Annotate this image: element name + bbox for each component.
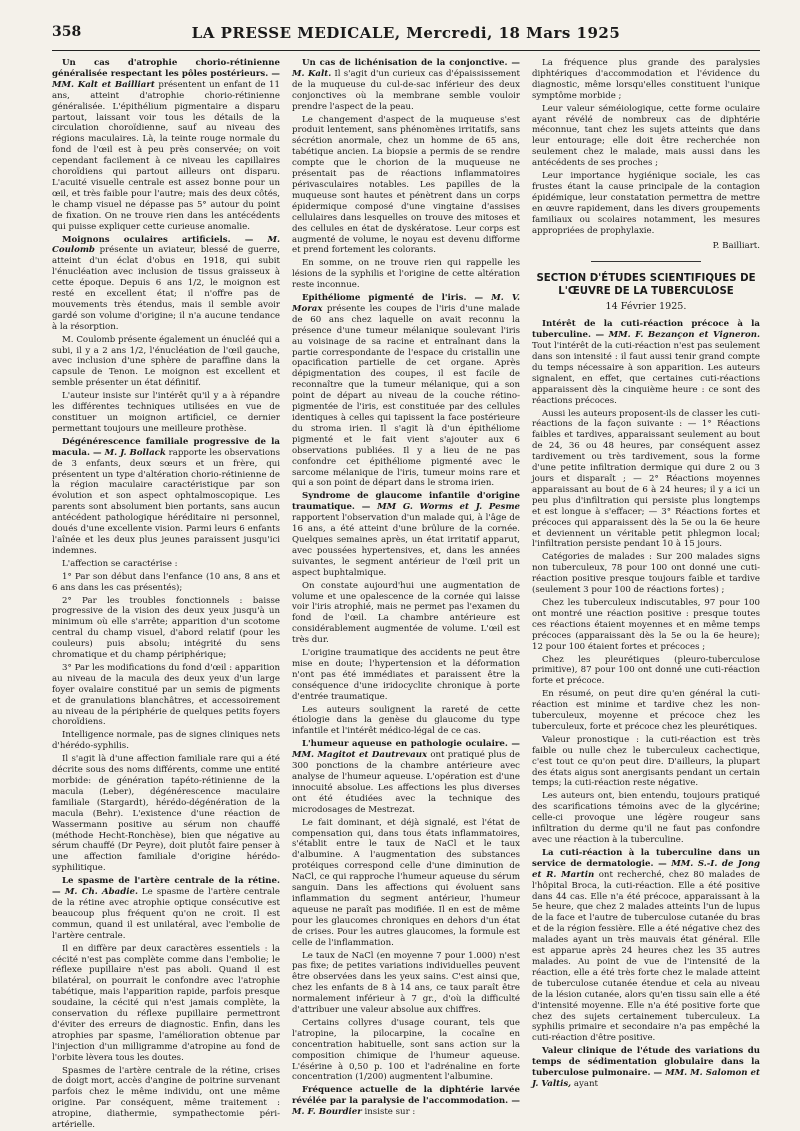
paragraph bbox=[52, 730, 280, 752]
paragraph-authors: M. Kalt. bbox=[292, 68, 332, 79]
paragraph-authors: MM. F. Bezançon et Vigneron. bbox=[608, 330, 760, 341]
paragraph-text: Le taux de NaCl (en moyenne 7 pour 1.000) n'est pas fixe; de petites variations individuelles peuvent être observées dans les yeux sains. C'est ainsi que, chez les enfants de 8 à 14 ans, ce taux paraît être normalement inférieur à 7 gr., d'où la difficulté d'attribuer une valeur absolue aux chiffres. bbox=[292, 950, 520, 1016]
paragraph-heading: La cuti-réaction à la tuberculine dans un service de dermatologie. — bbox=[532, 847, 760, 869]
paragraph-text: Valeur pronostique : la cuti-réaction est très faible ou nulle chez le tuberculeux cachectique, c'est tout ce qu'on peut dire. D'ailleurs, la plupart des états aigus sont anergisants pendant un certain temps; la cuti-réaction reste négative. bbox=[532, 734, 760, 789]
paragraph-text: insiste sur : bbox=[361, 1107, 416, 1118]
text-columns bbox=[52, 58, 760, 1131]
paragraph-text: Le spasme de l'artère centrale de la rétine avec atrophie optique consécutive est beaucoup plus fréquent qu'on ne croit. Il est commun, quand il est unilatéral, avec l'embolie de l'artère centrale. bbox=[52, 887, 281, 941]
column-1 bbox=[52, 58, 281, 1131]
section-separator bbox=[591, 261, 701, 262]
paragraph-text: présente les coupes de l'iris d'une malade de 60 ans chez laquelle on avait reconnu la présence d'une tumeur mélanique soulevant l'iris au voisinage de sa racine et entraînant dans la partie correspondante de l'espace du cristallin une opacification partielle de cet organe. Après dépigmentation des coupes, il est facile de reconnaître que la tumeur mélanique, qui a son point de départ au niveau de la couche rétino-pigmentée de l'iris, est constituée par des cellules identiques à celles qui tapissent la face postérieure du stroma irien. Il s'agit là d'un épithéliome pigmenté et le fait vient s'ajouter aux 6 observations publiées. Il y a lieu de ne pas confondre cet épithéliome pigmenté avec le sarcome mélanique de l'iris, tumeur moins rare et qui a son point de départ dans le stroma irien. bbox=[292, 303, 520, 489]
paragraph-text: ont recherché, chez 80 malades de l'hôpital Broca, la cuti-réaction. Elle a été positive dans 44 cas. Elle n'a été précoce, apparaissant à la 5e heure, que chez 2 malades atteints l'un de lupus de la face et l'autre de tuberculose cutanée du bras et de la région fessière. Elle a été négative chez des malades ayant un très mauvais état général. Elle est apparue après 24 heures chez les 35 autres malades. Au point de vue de l'intensité de la réaction, elle a été très forte chez le malade atteint de tuberculose cutanée étendue et cela au niveau de la lésion cutanée, alors qu'en tissu sain elle a été d'intensité moyenne. Elle n'a été positive forte que chez des sujets certainement tuberculeux. La syphilis primaire et secondaire n'a pas empêché la cuti-réaction d'être positive. bbox=[532, 869, 760, 1044]
paragraph bbox=[292, 293, 520, 489]
paragraph-text: Catégories de malades : Sur 200 malades signs non tuberculeux, 78 pour 100 ont donné une cuti-réaction positive presque toujours faible et tardive (seulement 3 pour 100 de réactions fortes) ; bbox=[532, 552, 760, 596]
paragraph-text: Chez les pleurétiques (pleuro-tuberculose primitive), 87 pour 100 ont donné une cuti-réaction forte et précoce. bbox=[532, 654, 760, 687]
paragraph-text: présente un aviateur, blessé de guerre, atteint d'un éclat d'obus en 1918, qui subit l'énucléation avec inclusion de tissus graisseux à cette époque. Depuis 6 ans 1/2, le moignon est resté en excellent état; il n'offre pas de mouvements très étendus, mais il semble avoir gardé son volume d'origine; il n'a aucune tendance à la résorption. bbox=[52, 245, 280, 332]
paragraph-text: La fréquence plus grande des paralysies diphtériques d'accommodation et l'évidence du diagnostic, même lorsqu'elles constituent l'unique symptôme morbide ; bbox=[532, 58, 760, 101]
signature: P. Bailliart. bbox=[712, 240, 760, 251]
paragraph-text: 1° Par son début dans l'enfance (10 ans, 8 ans et 6 ans dans les cas présentés); bbox=[52, 571, 280, 593]
paragraph-heading: L'humeur aqueuse en pathologie oculaire. — bbox=[302, 739, 520, 750]
paragraph bbox=[532, 552, 760, 596]
paragraph bbox=[532, 319, 760, 406]
paragraph-text: Leur importance hygiénique sociale, les cas frustes étant la cause principale de la contagion épidémique, leur constatation permettra de mettre en œuvre rapidement, dans les divers groupements familiaux ou scolaires notamment, les mesures appropriées de prophylaxie. bbox=[532, 171, 760, 236]
paragraph-text: rapporte les observations de 3 enfants, deux sœurs et un frère, qui présentent un type d'altération chorio-rétinienne de la région maculaire caractéristique par son évolution et son aspect ophtalmoscopique. Les parents sont absolument bien portants, sans aucun antécédent pathologique héréditaire ni personnel, doués d'une excellente vision. Parmi leurs 6 enfants l'aînée et les deux plus jeunes paraissent jusqu'ici indemnes. bbox=[52, 447, 280, 556]
paragraph-text: Tout l'intérêt de la cuti-réaction n'est pas seulement dans son intensité : il faut aussi tenir grand compte du temps nécessaire à son apparition. Les auteurs signalent, en effet, que certaines cuti-réactions apparaissent dès la cinquième heure : ce sont des réactions précoces. bbox=[532, 341, 760, 406]
paragraph bbox=[292, 818, 520, 949]
paragraph bbox=[292, 648, 520, 703]
paragraph bbox=[532, 598, 760, 653]
paragraph-heading: Epithéliome pigmenté de l'iris. — bbox=[302, 293, 492, 304]
paragraph-heading: Intérêt de la cuti-réaction précoce à la tuberculine. — bbox=[532, 319, 760, 341]
paragraph-text: Leur valeur séméiologique, cette forme oculaire ayant révélé de nombreux cas de diphtérie méconnue, tant chez les sujets atteints que dans leur entourage; elle doit être recherchée non seulement chez le malade, mais aussi dans les antécédents de ses proches ; bbox=[532, 103, 760, 169]
paragraph-text: Certains collyres d'usage courant, tels que l'atropine, la pilocarpine, la cocaïne en concentration habituelle, sont sans action sur la composition chimique de l'humeur aqueuse. L'ésérine à 0,50 p. 100 et l'adrénaline en forte concentration (1/200) augmentent l'albumine. bbox=[292, 1017, 520, 1083]
paragraph bbox=[532, 848, 760, 1044]
paragraph-text: 3° Par les modifications du fond d'œil : apparition au niveau de la macula des deux yeux d'un large foyer ovalaire constitué par un semis de pigments et de granulations blanchâtres, et accessoirement au niveau de la périphérie de quelques petits foyers choroïdiens. bbox=[52, 662, 280, 728]
paragraph bbox=[532, 58, 760, 102]
paragraph-text: présentent un enfant de 11 ans, atteint d'atrophie chorio-rétinienne généralisée. L'épithélium pigmentaire a disparu partout, laissant voir tous les détails de la circulation choroïdienne, sauf au niveau des régions maculaires. Là, la teinte rouge normale du fond de l'œil est à peu près conservée; on voit cependant facilement à ce niveau les capillaires choroïdiens qui partout ailleurs ont disparu. L'acuité visuelle centrale est assez bonne pour un œil, et très faible pour l'autre; mais des deux côtés, le champ visuel ne dépasse pas 5° autour du point de fixation. On ne trouve rien dans les antécédents qui puisse expliquer cette curieuse anomalie. bbox=[52, 79, 280, 232]
paragraph-text: rapportent l'observation d'un malade qui, à l'âge de 16 ans, a été atteint d'une brûlure de la cornée. Quelques semaines après, un état irritatif apparut, avec poussées hypertensives, et, dans les années suivantes, le segment antérieur de l'œil prit un aspect buphtalmique. bbox=[292, 513, 520, 578]
paragraph bbox=[292, 951, 520, 1016]
paragraph-heading: Un cas de lichénisation de la conjonctive. — bbox=[302, 58, 520, 68]
paragraph-text: Intelligence normale, pas de signes cliniques nets d'hérédo-syphilis. bbox=[52, 730, 280, 752]
paragraph-heading: Dégénérescence familiale progressive de la macula. — bbox=[52, 436, 280, 458]
paragraph-authors: M. J. Bollack bbox=[104, 447, 166, 458]
column-2 bbox=[292, 58, 521, 1118]
paragraph-text: On constate aujourd'hui une augmentation de volume et une opalescence de la cornée qui laisse voir l'iris atrophié, mais ne permet pas l'examen du fond de l'œil. La chambre antérieure est considérablement augmentée de volume. L'œil est très dur. bbox=[292, 580, 520, 646]
paragraph bbox=[52, 437, 280, 557]
paragraph-text: Chez les tuberculeux indiscutables, 97 pour 100 ont montré une réaction positive : presque toutes ces réactions étaient moyennes et en même temps précoces (apparaissant dès la 5e ou la 6e heure); 12 pour 100 étaient fortes et précoces ; bbox=[532, 597, 760, 652]
paragraph-text: L'auteur insiste sur l'intérêt qu'il y a à répandre les différentes techniques utilisées en vue de constituer un moignon artificiel, ce dernier permettant toujours une meilleure prothèse. bbox=[52, 391, 280, 434]
paragraph-text: L'origine traumatique des accidents ne peut être mise en doute; l'hypertension et la déformation n'ont pas été immédiates et paraissent être la conséquence d'une iridocyclite chronique à porte d'entrée traumatique. bbox=[292, 648, 520, 702]
paragraph-text: Spasmes de l'artère centrale de la rétine, crises de doigt mort, accès d'angine de poitrine survenant parfois chez le même individu, ont une même origine. Par conséquent, même traitement : atropine, diathermie, sympathectomie péri-artérielle. bbox=[52, 1065, 280, 1131]
paragraph bbox=[292, 739, 520, 815]
paragraph-text: Le changement d'aspect de la muqueuse s'est produit lentement, sans phénomènes irritatifs, sans sécrétion anormale, chez un homme de 65 ans, tabétique ancien. La biopsie a permis de se rendre compte que le chorion de la muqueuse ne présentait pas de réactions inflammatoires périvasculaires notables. Les papilles de la muqueuse sont hautes et pénètrent dans un corps épidermique composé d'une vingtaine d'assises cellulaires dans lesquelles on trouve des mitoses et des cellules en état de dyskératose. Leur corps est augmenté de volume, le noyau est devenu difforme et prend fortement les colorants. bbox=[292, 114, 520, 256]
paragraph bbox=[292, 1018, 520, 1083]
paragraph-text: 2° Par les troubles fonctionnels : baisse progressive de la vision des deux yeux jusqu'à un minimum où elle s'arrête; apparition d'un scotome central du champ visuel, d'abord relatif (pour les couleurs) puis absolu; intégrité du sens chromatique et du champ périphérique; bbox=[52, 595, 280, 661]
paragraph-authors: MM. Kalt et Bailliart bbox=[52, 79, 155, 90]
paragraph bbox=[292, 705, 520, 738]
paragraph-heading: Le spasme de l'artère centrale de la rétine. — bbox=[52, 876, 280, 898]
paragraph-text: L'affection se caractérise : bbox=[62, 558, 178, 569]
paragraph-text: En résumé, on peut dire qu'en général la cuti-réaction est minime et tardive chez les non-tuberculeux, moyenne et précoce chez les tuberculeux, forte et précoce chez les pleurétiques. bbox=[532, 689, 760, 732]
paragraph bbox=[52, 754, 280, 874]
paragraph bbox=[292, 58, 520, 113]
paragraph-authors: M. Ch. Abadie. bbox=[64, 887, 138, 898]
paragraph bbox=[292, 1085, 520, 1118]
paragraph bbox=[532, 735, 760, 790]
paragraph-heading: Valeur clinique de l'étude des variations du temps de sédimentation globulaire dans la tuberculose pulmonaire. — bbox=[532, 1046, 760, 1079]
paragraph-authors: M. F. Bourdier bbox=[292, 1107, 362, 1118]
paragraph-text: Les auteurs soulignent la rareté de cette étiologie dans la genèse du glaucome du type infantile et l'intérêt médico-légal de ce cas. bbox=[292, 704, 520, 737]
paragraph-text: Il en diffère par deux caractères essentiels : la cécité n'est pas complète comme dans l'embolie; le réflexe pupillaire n'est pas aboli. Quand il est bilatéral, on pourrait le confondre avec l'atrophie tabétique, mais l'apparition rapide, parfois presque soudaine, la cécité qui n'est jamais complète, la conservation du réflexe pupillaire permettront d'éviter des erreurs de diagnostic. Enfin, dans les atrophies par spasme, l'amélioration obtenue par l'injection d'un milligramme d'atropine au fond de l'orbite lèvera tous les doutes. bbox=[52, 943, 280, 1063]
paragraph bbox=[532, 689, 760, 733]
paragraph bbox=[52, 235, 280, 333]
section-date: 14 Février 1925. bbox=[605, 301, 687, 313]
page-number: 358 bbox=[52, 24, 82, 40]
section-title: SECTION D'ÉTUDES SCIENTIFIQUES DE L'ŒUVRE DE LA TUBERCULOSE bbox=[536, 273, 756, 298]
column-3 bbox=[532, 58, 760, 1089]
paragraph bbox=[52, 335, 280, 390]
paragraph-text: Aussi les auteurs proposent-ils de classer les cuti-réactions de la façon suivante : — 1° Réactions faibles et tardives, apparaissant seulement au bout de 24, 36 ou 48 heures, par conséquent assez tardivement ou très tardivement, sous la forme d'une petite infiltration dermique qui dure 2 ou 3 jours et disparaît ; — 2° Réactions moyennes apparaissant au bout de 6 à 24 heures; il y a ici un peu plus d'infiltration qui persiste plus longtemps et est longue à s'effacer; — 3° Réactions fortes et précoces qui apparaissent dès la 5e ou la 6e heure et deviennent un véritable petit phlegmon local; l'infiltration persiste pendant 10 à 15 jours. bbox=[532, 408, 760, 550]
paragraph bbox=[532, 104, 760, 169]
paragraph bbox=[52, 1066, 280, 1131]
paragraph-authors: M. V. Morax bbox=[292, 293, 520, 314]
paragraph bbox=[52, 663, 280, 728]
paragraph-authors: MM G. Worms et J. Pesme bbox=[377, 502, 520, 513]
paragraph-authors: MM. S.-I. de Jong et R. Martin bbox=[532, 858, 760, 880]
paragraph-text: M. Coulomb présente également un énucléé qui a subi, il y a 2 ans 1/2, l'énucléation de l'œil gauche, avec inclusion d'une sphère de paraffine dans la capsule de Tenon. Le moignon est excellent et semble présenter un état définitif. bbox=[52, 334, 280, 389]
paragraph bbox=[292, 491, 520, 578]
paragraph-authors: MM. M. Salomon et J. Valtis, bbox=[532, 1068, 760, 1089]
paragraph-text: Le fait dominant, et déjà signalé, est l'état de compensation qui, dans tous états inflammatoires, s'établit entre le taux de NaCl et le taux d'albumine. A l'augmentation des substances protéiques correspond celle d'une diminution de NaCl, ce qui rapproche l'humeur aqueuse du sérum sanguin. Dans les affections qui évoluent sans inflammation du segment antérieur, l'humeur aqueuse ne paraît pas modifiée. Il en est de même pour les glaucomes chroniques en dehors d'un état de crises. Pour les autres glaucomes, la formule est celle de l'inflammation. bbox=[292, 817, 520, 948]
paragraph-text: Il s'agit d'un curieux cas d'épaississement de la muqueuse du cul-de-sac inférieur des deux conjonctives où la membrane semble vouloir prendre l'aspect de la peau. bbox=[292, 68, 521, 112]
page-header bbox=[52, 22, 760, 51]
paragraph bbox=[52, 944, 280, 1064]
column-3-intro bbox=[532, 58, 760, 237]
journal-title: LA PRESSE MEDICALE, Mercredi, 18 Mars 1925 bbox=[191, 24, 621, 42]
paragraph bbox=[52, 559, 280, 570]
paragraph bbox=[532, 655, 760, 688]
column-3-body bbox=[532, 319, 760, 1090]
paragraph bbox=[532, 791, 760, 846]
paragraph bbox=[532, 409, 760, 551]
paragraph-authors: MM. Magitot et Dautrevaux bbox=[292, 750, 428, 761]
paragraph bbox=[52, 876, 280, 941]
paragraph bbox=[292, 581, 520, 646]
paragraph-text: Les auteurs ont, bien entendu, toujours pratiqué des scarifications témoins avec de la glycérine; celle-ci provoque une légère rougeur sans infiltration du derme qu'il ne faut pas confondre avec une réaction à la tuberculine. bbox=[532, 791, 760, 845]
paragraph bbox=[52, 58, 280, 233]
paragraph bbox=[532, 1046, 760, 1090]
paragraph bbox=[52, 391, 280, 435]
paragraph-heading: Syndrome de glaucome infantile d'origine traumatique. — bbox=[292, 491, 520, 513]
paragraph-heading: Un cas d'atrophie chorio-rétinienne généralisée respectant les pôles postérieurs. — bbox=[52, 58, 280, 79]
paragraph-heading: Moignons oculaires artificiels. — bbox=[62, 234, 268, 245]
paragraph bbox=[292, 258, 520, 291]
paragraph bbox=[52, 572, 280, 594]
paragraph bbox=[52, 596, 280, 661]
paragraph-text: ayant bbox=[571, 1078, 598, 1089]
paragraph-authors: M. Coulomb bbox=[52, 234, 280, 256]
paragraph-text: En somme, on ne trouve rien qui rappelle les lésions de la syphilis et l'origine de cette altération reste inconnue. bbox=[292, 258, 520, 291]
paragraph-heading: Fréquence actuelle de la diphtérie larvée révélée par la paralysie de l'accommodation. — bbox=[292, 1085, 520, 1107]
paragraph bbox=[292, 115, 520, 257]
paragraph-text: Il s'agit là d'une affection familiale rare qui a été décrite sous des noms différents, comme une entité morbide: de génération tapéto-rétinienne de la macula (Leber), dégénérescence maculaire familiale (Stargardt), hérédo-dégénération de la macula (Behr). L'existence d'une réaction de Wassermann positive au sérum non chauffé (méthode Hecht-Ronchèse), bien que négative au sérum chauffé (Dr Peyre), doit plutôt faire penser à une affection familiale d'origine hérédo-syphilitique. bbox=[52, 754, 280, 874]
paragraph bbox=[532, 171, 760, 236]
paragraph-text: ont pratiqué plus de 300 ponctions de la chambre antérieure avec analyse de l'humeur aqueuse. L'opération est d'une innocuité absolue. Les affections les plus diverses ont été étudiées avec la technique des microdosages de Mestrezat. bbox=[292, 750, 521, 815]
